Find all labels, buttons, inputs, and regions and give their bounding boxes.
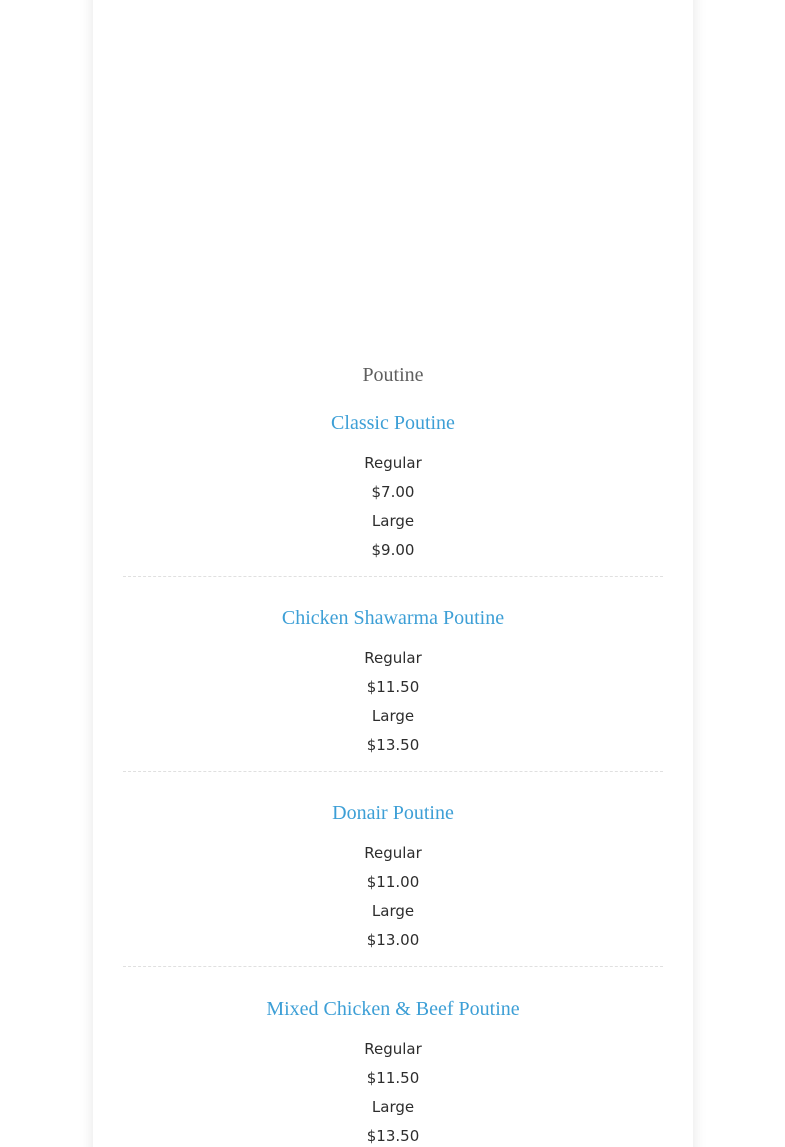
size-label-regular: Regular: [364, 1040, 422, 1058]
price-regular: $7.00: [371, 483, 415, 501]
item-name: Chicken Shawarma Poutine: [281, 607, 505, 629]
price-large: $13.00: [366, 931, 420, 949]
item-name: Mixed Chicken & Beef Poutine: [266, 998, 520, 1020]
price-large: $9.00: [371, 541, 415, 559]
price-regular: $11.00: [366, 873, 420, 891]
item-prices: [123, 644, 663, 760]
menu-item-classic-poutine: [123, 411, 663, 577]
category-title: Poutine: [362, 364, 424, 386]
size-label-regular: Regular: [364, 649, 422, 667]
item-prices: [123, 1035, 663, 1147]
item-prices: [123, 449, 663, 565]
item-prices: [123, 839, 663, 955]
price-regular: $11.50: [366, 678, 420, 696]
menu-item-mixed-chicken-beef-poutine: [123, 997, 663, 1147]
price-large: $13.50: [366, 1127, 420, 1145]
price-regular: $11.50: [366, 1069, 420, 1087]
size-label-large: Large: [371, 902, 415, 920]
menu-card: [93, 0, 693, 1147]
size-label-large: Large: [371, 1098, 415, 1116]
size-label-large: Large: [371, 512, 415, 530]
price-large: $13.50: [366, 736, 420, 754]
item-name: Donair Poutine: [332, 802, 454, 824]
size-label-regular: Regular: [364, 454, 422, 472]
item-divider: [123, 966, 663, 967]
item-name: Classic Poutine: [331, 412, 455, 434]
item-divider: [123, 576, 663, 577]
size-label-regular: Regular: [364, 844, 422, 862]
size-label-large: Large: [371, 707, 415, 725]
menu-item-donair-poutine: [123, 801, 663, 967]
item-divider: [123, 771, 663, 772]
menu-item-chicken-shawarma-poutine: [123, 606, 663, 772]
